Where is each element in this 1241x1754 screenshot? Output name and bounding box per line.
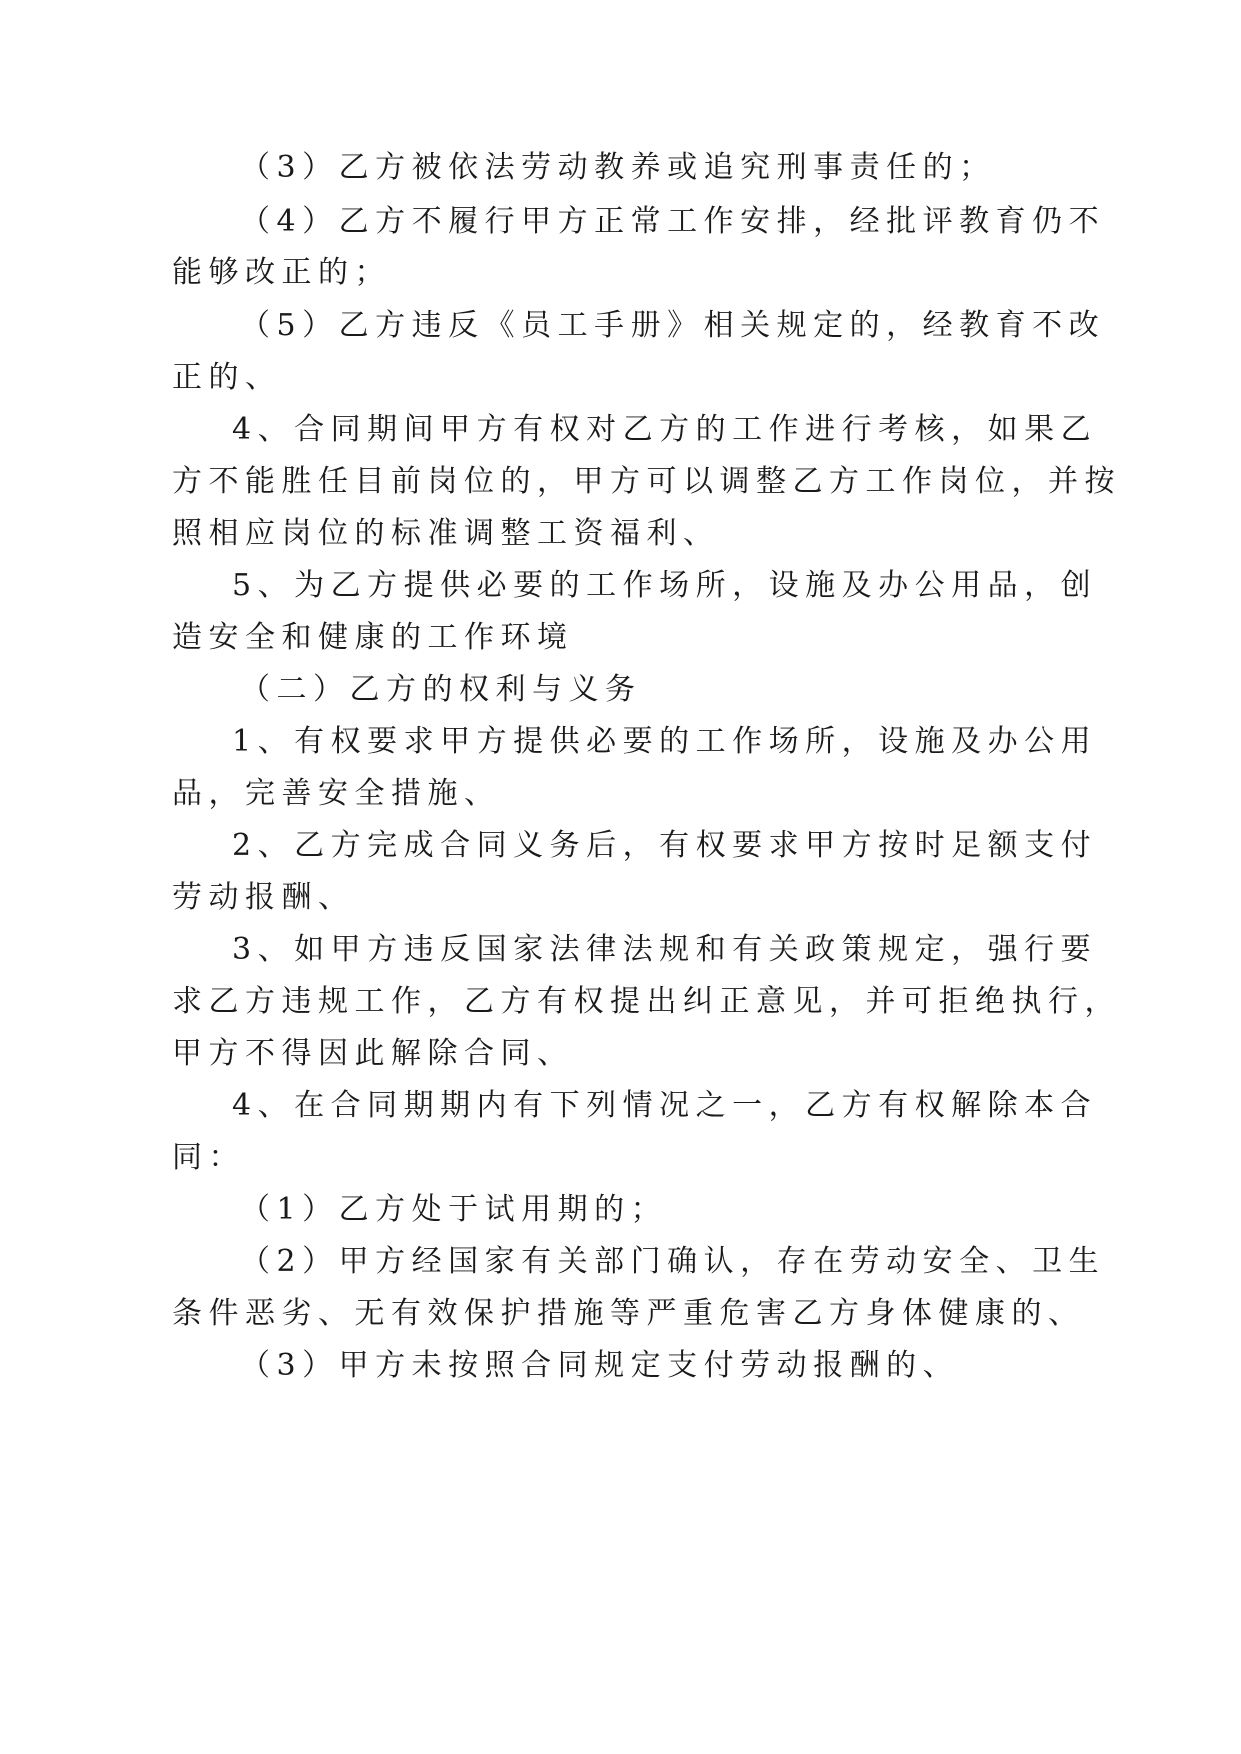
paragraph-line: （3）乙方被依法劳动教养或追究刑事责任的； — [240, 150, 996, 185]
paragraph-line: （4）乙方不履行甲方正常工作安排，经批评教育仍不 — [240, 204, 1106, 239]
paragraph-line: 劳动报酬、 — [172, 880, 355, 915]
paragraph-line: 1、有权要求甲方提供必要的工作场所，设施及办公用 — [232, 724, 1098, 759]
paragraph-line: 2、乙方完成合同义务后，有权要求甲方按时足额支付 — [232, 828, 1098, 863]
paragraph-line: 品，完善安全措施、 — [172, 776, 501, 811]
paragraph-line: 求乙方违规工作，乙方有权提出纠正意见，并可拒绝执行， — [172, 984, 1121, 1019]
paragraph-line: （3）甲方未按照合同规定支付劳动报酬的、 — [240, 1348, 960, 1383]
paragraph-line: 4、在合同期期内有下列情况之一，乙方有权解除本合 — [232, 1088, 1098, 1123]
section-heading: （二）乙方的权利与义务 — [240, 672, 642, 707]
paragraph-line: 方不能胜任目前岗位的，甲方可以调整乙方工作岗位，并按 — [172, 464, 1121, 499]
paragraph-line: 正的、 — [172, 360, 282, 395]
paragraph-line: 4、合同期间甲方有权对乙方的工作进行考核，如果乙 — [232, 412, 1098, 447]
paragraph-line: 同： — [172, 1140, 245, 1175]
paragraph-line: 照相应岗位的标准调整工资福利、 — [172, 516, 720, 551]
paragraph-line: （5）乙方违反《员工手册》相关规定的，经教育不改 — [240, 308, 1106, 343]
paragraph-line: 3、如甲方违反国家法律法规和有关政策规定，强行要 — [232, 932, 1098, 967]
paragraph-line: 甲方不得因此解除合同、 — [172, 1036, 574, 1071]
paragraph-line: 能够改正的； — [172, 255, 391, 290]
paragraph-line: （1）乙方处于试用期的； — [240, 1192, 668, 1227]
paragraph-line: （2）甲方经国家有关部门确认，存在劳动安全、卫生 — [240, 1244, 1106, 1279]
paragraph-line: 条件恶劣、无有效保护措施等严重危害乙方身体健康的、 — [172, 1296, 1085, 1331]
paragraph-line: 5、为乙方提供必要的工作场所，设施及办公用品，创 — [232, 568, 1098, 603]
paragraph-line: 造安全和健康的工作环境 — [172, 620, 574, 655]
